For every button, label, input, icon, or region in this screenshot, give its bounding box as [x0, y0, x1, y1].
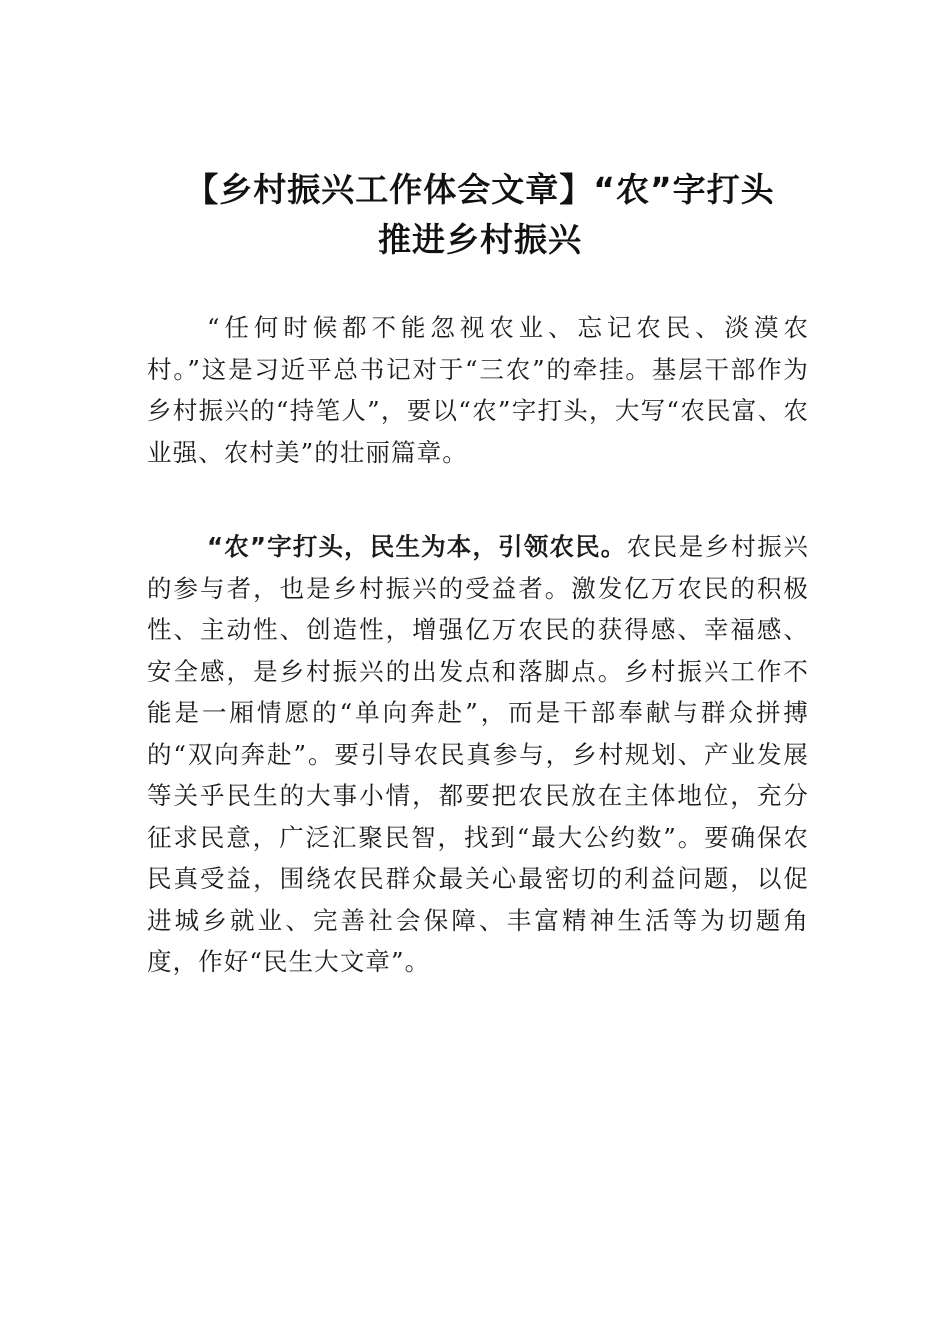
paragraph-1-text: “任何时候都不能忽视农业、忘记农民、淡漠农村。”这是习近平总书记对于“三农”的牵挂。基层干部作为乡村振兴的“持笔人”，要以“农”字打头，大写“农民富、农业强、农村美”的壮丽篇章。 [147, 313, 809, 467]
document-title [140, 165, 820, 265]
paragraph-2-text: 农民是乡村振兴的参与者，也是乡村振兴的受益者。激发亿万农民的积极性、主动性、创造性，增强亿万农民的获得感、幸福感、安全感，是乡村振兴的出发点和落脚点。乡村振兴工作不能是一厢情愿的“单向奔赴”，而是干部奉献与群众拼搏的“双向奔赴”。要引导农民真参与，乡村规划、产业发展等关乎民生的大事小情，都要把农民放在主体地位，充分征求民意，广泛汇聚民智，找到“最大公约数”。要确保农民真受益，围绕农民群众最关心最密切的利益问题，以促进城乡就业、完善社会保障、丰富精神生活等为切题角度，作好“民生大文章”。 [147, 532, 809, 976]
paragraph-2 [147, 526, 809, 983]
paragraph-1 [147, 307, 809, 473]
title-line-2: 推进乡村振兴 [378, 220, 582, 259]
paragraph-2-lead: “农”字打头，民生为本，引领农民。 [207, 532, 627, 561]
title-line-1: 【乡村振兴工作体会文章】“农”字打头 [185, 170, 775, 209]
